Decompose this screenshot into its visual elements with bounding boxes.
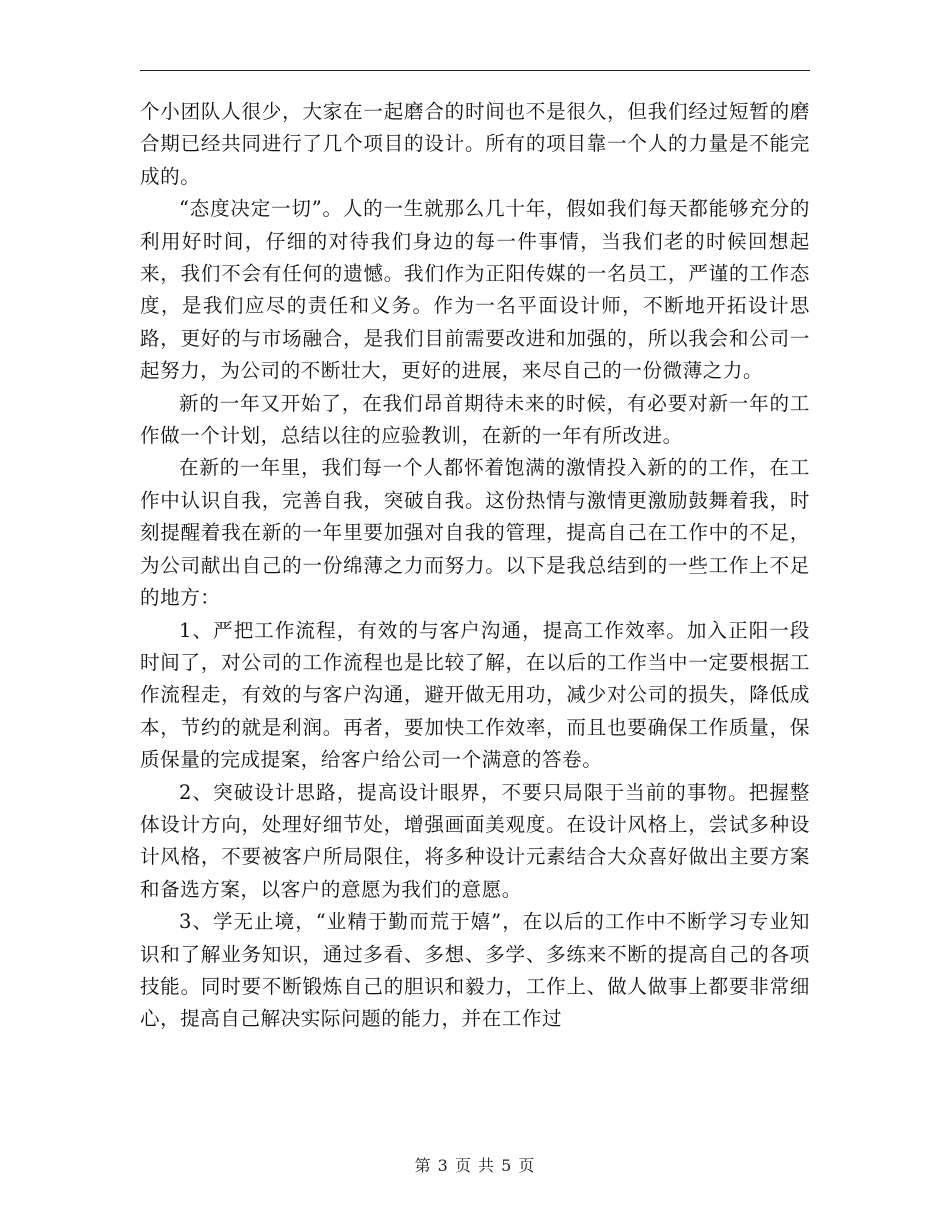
header-rule: [140, 70, 810, 71]
paragraph-attitude: “态度决定一切”。人的一生就那么几十年，假如我们每天都能够充分的利用好时间，仔细的对待我们身边的每一件事情，当我们老的时候回想起来，我们不会有任何的遗憾。我们作为正阳传媒的一名员工，严谨的工作态度，是我们应尽的责任和义务。作为一名平面设计师，不断地开拓设计思路，更好的与市场融合，是我们目前需要改进和加强的，所以我会和公司一起努力，为公司的不断壮大，更好的进展，来尽自己的一份微薄之力。: [140, 197, 810, 383]
paragraph-self-management: 在新的一年里，我们每一个人都怀着饱满的激情投入新的的工作，在工作中认识自我，完善自我，突破自我。这份热情与激情更激励鼓舞着我，时刻提醒着我在新的一年里要加强对自我的管理，提高自己在工作中的不足，为公司献出自己的一份绵薄之力而努力。以下是我总结到的一些工作上不足的地方：: [140, 456, 810, 610]
paragraph-item-1: 1、严把工作流程，有效的与客户沟通，提高工作效率。加入正阳一段时间了，对公司的工作流程也是比较了解，在以后的工作当中一定要根据工作流程走，有效的与客户沟通，避开做无用功，减少对公司的损失，降低成本，节约的就是利润。再者，要加快工作效率，而且也要确保工作质量，保质保量的完成提案，给客户给公司一个满意的答卷。: [140, 618, 810, 772]
paragraph-item-3: 3、学无止境，“业精于勤而荒于嬉”，在以后的工作中不断学习专业知识和了解业务知识，通过多看、多想、多学、多练来不断的提高自己的各项技能。同时要不断锻炼自己的胆识和毅力，工作上、做人做事上都要非常细心，提高自己解决实际问题的能力，并在工作过: [140, 910, 810, 1031]
paragraph-continuation: 个小团队人很少，大家在一起磨合的时间也不是很久，但我们经过短暂的磨合期已经共同进行了几个项目的设计。所有的项目靠一个人的力量是不能完成的。: [140, 100, 810, 188]
page-number-footer: 第 3 页 共 5 页: [414, 1156, 536, 1175]
paragraph-new-year: 新的一年又开始了，在我们昂首期待未来的时候，有必要对新一年的工作做一个计划，总结以往的应验教训，在新的一年有所改进。: [140, 391, 810, 448]
paragraph-item-2: 2、突破设计思路，提高设计眼界，不要只局限于当前的事物。把握整体设计方向，处理好细节处，增强画面美观度。在设计风格上，尝试多种设计风格，不要被客户所局限住，将多种设计元素结合大众喜好做出主要方案和备选方案，以客户的意愿为我们的意愿。: [140, 780, 810, 901]
body-text: [140, 96, 810, 1036]
